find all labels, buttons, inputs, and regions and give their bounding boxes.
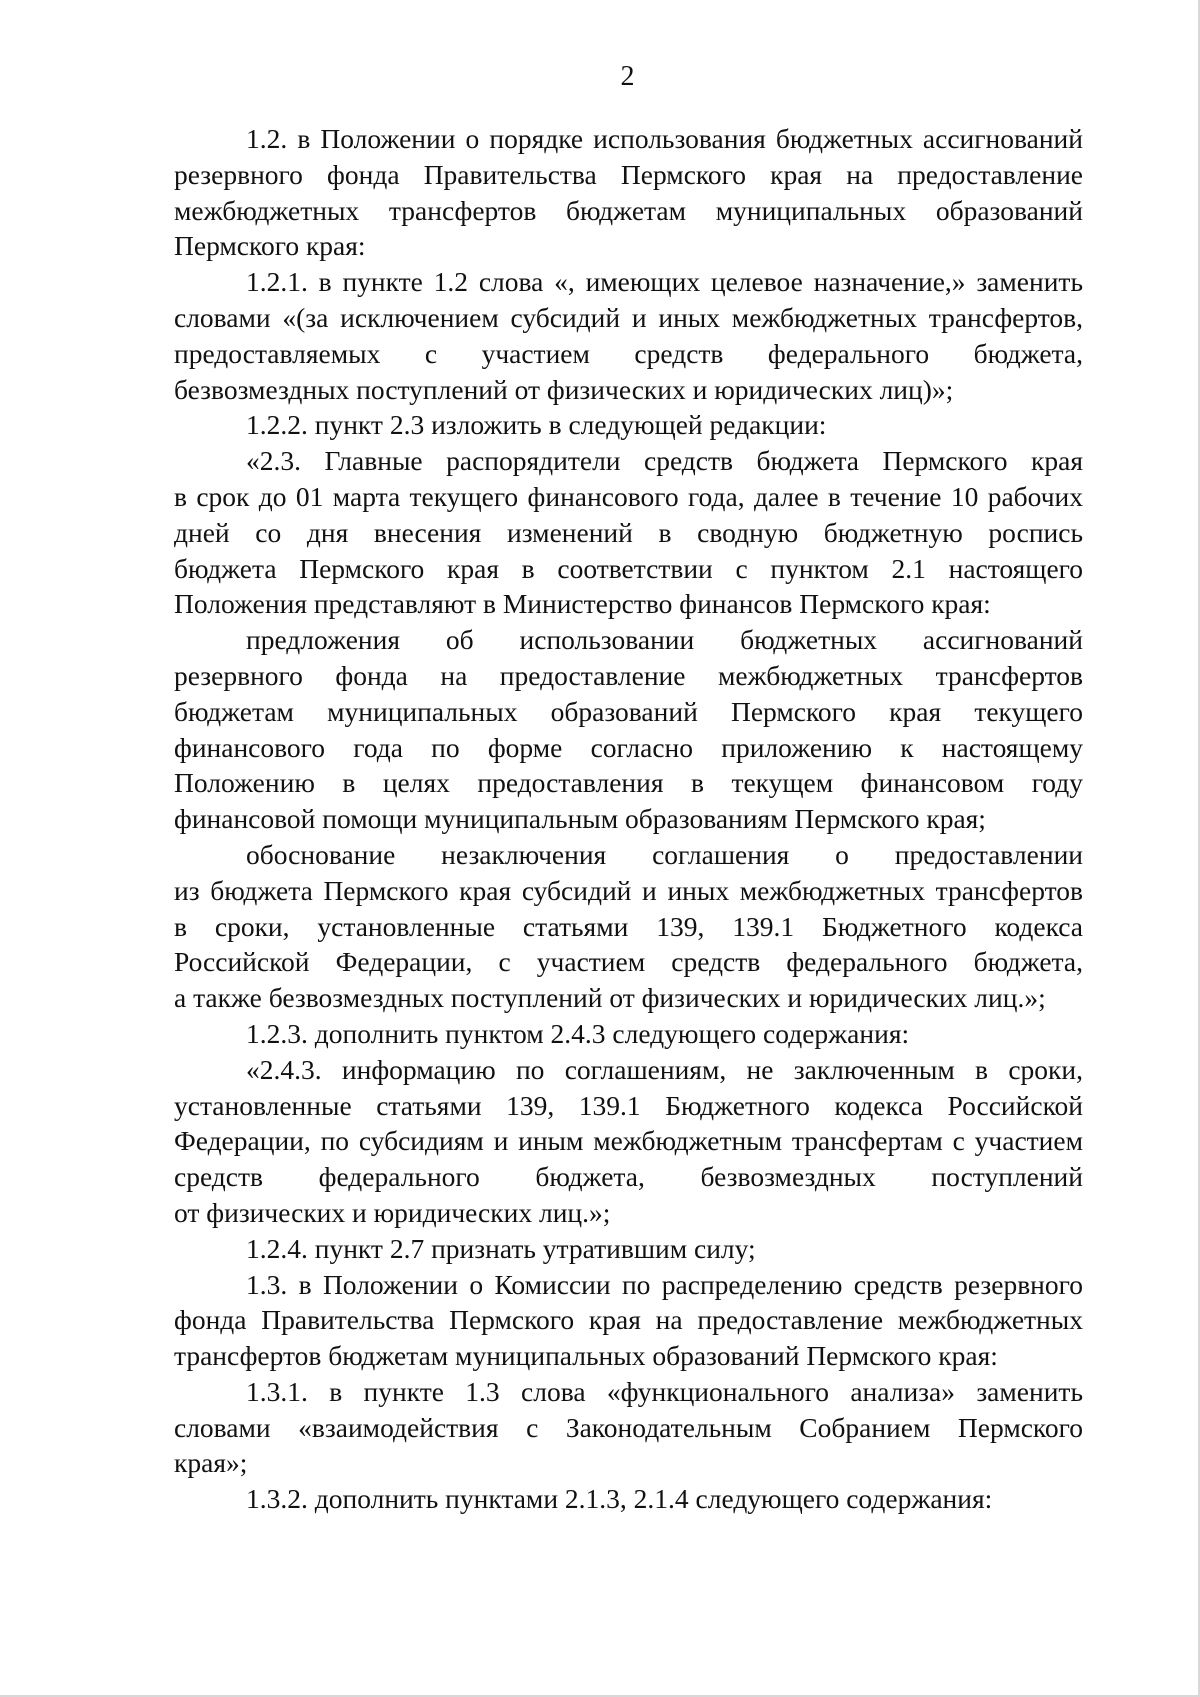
text-line: 1.3. в Положении о Комиссии по распределению средств резервного xyxy=(246,1268,1083,1300)
text-line: от физических и юридических лиц.»; xyxy=(174,1196,611,1228)
text-line: 1.3.1. в пункте 1.3 слова «функционального анализа» заменить xyxy=(246,1375,1083,1407)
text-line: из бюджета Пермского края субсидий и иных межбюджетных трансфертов xyxy=(174,874,1083,906)
paragraph xyxy=(174,1231,1083,1267)
text-line: словами «взаимодействия с Законодательным Собранием Пермского xyxy=(174,1411,1083,1443)
paragraph xyxy=(174,407,1083,443)
text-line: словами «(за исключением субсидий и иных межбюджетных трансфертов, xyxy=(174,301,1083,333)
text-line: Положению в целях предоставления в текущем финансовом году xyxy=(174,767,1083,799)
text-line: безвозмездных поступлений от физических и юридических лиц)»; xyxy=(174,373,954,405)
text-line: межбюджетных трансфертов бюджетам муниципальных образований xyxy=(174,194,1083,226)
text-line: предоставляемых с участием средств федерального бюджета, xyxy=(174,337,1083,369)
text-line: финансового года по форме согласно приложению к настоящему xyxy=(174,731,1083,763)
text-line: края»; xyxy=(174,1447,248,1479)
text-line: Федерации, по субсидиям и иным межбюджетным трансфертам с участием xyxy=(174,1125,1083,1157)
text-line: 1.3.2. дополнить пунктами 2.1.3, 2.1.4 следующего содержания: xyxy=(246,1483,993,1515)
paragraph xyxy=(174,1016,1083,1052)
text-line: Пермского края: xyxy=(174,230,366,262)
paragraph xyxy=(174,1267,1083,1374)
text-line: 1.2.2. пункт 2.3 изложить в следующей редакции: xyxy=(246,409,827,441)
text-line: средств федерального бюджета, безвозмездных поступлений xyxy=(174,1161,1083,1193)
paragraph xyxy=(174,264,1083,407)
paragraph xyxy=(174,622,1083,837)
text-line: 1.2. в Положении о порядке использования бюджетных ассигнований xyxy=(246,123,1083,154)
text-line: в срок до 01 марта текущего финансового года, далее в течение 10 рабочих xyxy=(174,480,1083,512)
paragraph xyxy=(174,121,1083,264)
text-line: финансовой помощи муниципальным образованиям Пермского края; xyxy=(174,803,986,835)
text-line: «2.3. Главные распорядители средств бюджета Пермского края xyxy=(246,445,1083,477)
text-line: трансфертов бюджетам муниципальных образований Пермского края: xyxy=(174,1340,998,1372)
text-line: предложения об использовании бюджетных ассигнований xyxy=(246,624,1083,656)
page-number: 2 xyxy=(620,61,635,92)
paragraph xyxy=(174,1052,1083,1231)
text-line: бюджета Пермского края в соответствии с пунктом 2.1 настоящего xyxy=(174,552,1083,584)
text-line: в сроки, установленные статьями 139, 139.1 Бюджетного кодекса xyxy=(174,910,1083,942)
paragraph xyxy=(174,1374,1083,1481)
text-line: резервного фонда Правительства Пермского края на предоставление xyxy=(174,158,1083,190)
text-line: Российской Федерации, с участием средств федерального бюджета, xyxy=(174,946,1083,978)
text-line: 1.2.3. дополнить пунктом 2.4.3 следующего содержания: xyxy=(246,1017,910,1049)
paragraph xyxy=(174,837,1083,1016)
text-line: а также безвозмездных поступлений от физических и юридических лиц.»; xyxy=(174,982,1046,1014)
paragraph xyxy=(174,1481,1083,1517)
document-body xyxy=(174,121,1083,1517)
text-line: обоснование незаключения соглашения о предоставлении xyxy=(246,838,1083,870)
text-line: бюджетам муниципальных образований Пермского края текущего xyxy=(174,695,1083,727)
text-line: фонда Правительства Пермского края на предоставление межбюджетных xyxy=(174,1304,1083,1336)
text-line: резервного фонда на предоставление межбюджетных трансфертов xyxy=(174,659,1083,691)
text-line: дней со дня внесения изменений в сводную бюджетную роспись xyxy=(174,516,1083,548)
text-line: установленные статьями 139, 139.1 Бюджетного кодекса Российской xyxy=(174,1089,1083,1121)
text-line: «2.4.3. информацию по соглашениям, не заключенным в сроки, xyxy=(246,1053,1083,1085)
text-line: Положения представляют в Министерство финансов Пермского края: xyxy=(174,588,991,620)
text-line: 1.2.4. пункт 2.7 признать утратившим силу; xyxy=(246,1232,756,1264)
text-line: 1.2.1. в пункте 1.2 слова «, имеющих целевое назначение,» заменить xyxy=(246,266,1083,298)
paragraph xyxy=(174,443,1083,622)
